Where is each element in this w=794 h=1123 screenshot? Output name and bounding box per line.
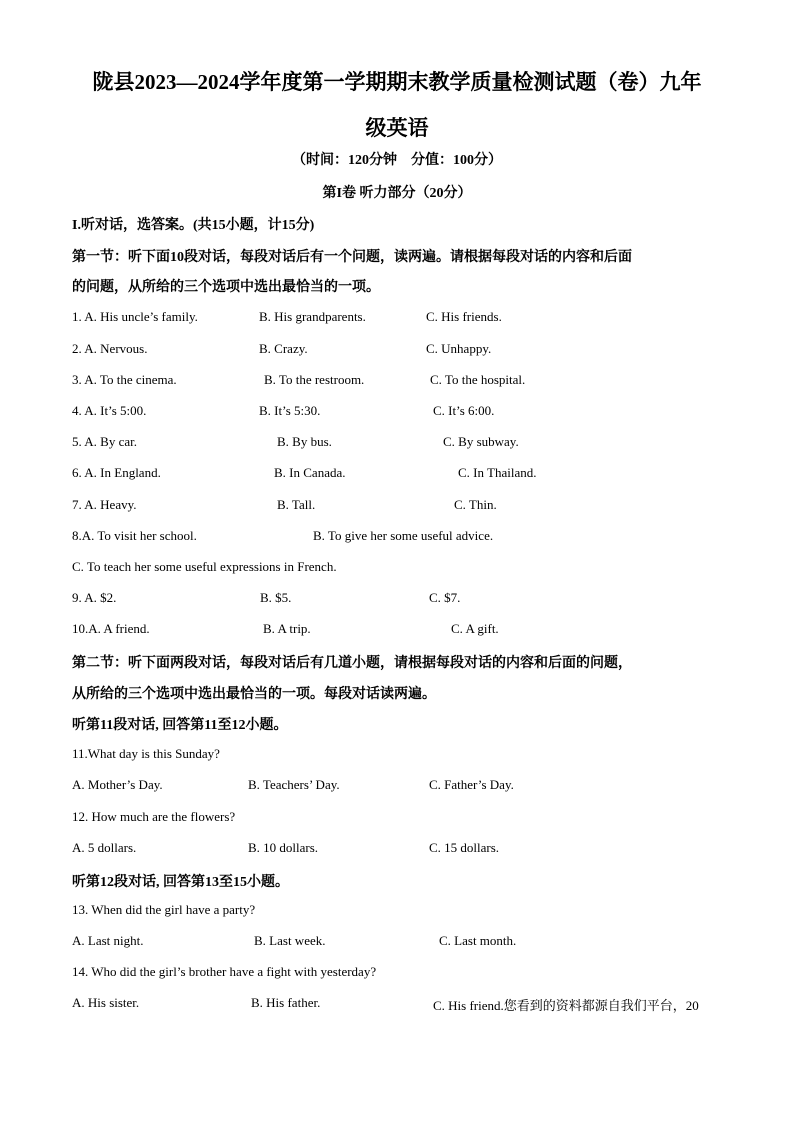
q14-option-a: A. His sister. bbox=[72, 995, 140, 1010]
q10-option-c: C. A gift. bbox=[451, 621, 499, 636]
q3-option-b: B. To the restroom. bbox=[264, 372, 365, 387]
part1-heading: I.听对话，选答案。(共15小题，计15分) bbox=[72, 218, 315, 233]
q4-option-c: C. It’s 6:00. bbox=[433, 403, 495, 418]
q9-option-a: 9. A. $2. bbox=[72, 590, 117, 605]
q1-option-b: B. His grandparents. bbox=[259, 309, 366, 324]
q4-option-a: 4. A. It’s 5:00. bbox=[72, 403, 147, 418]
q3-option-c: C. To the hospital. bbox=[430, 372, 526, 387]
q2-option-b: B. Crazy. bbox=[259, 341, 308, 356]
q9-option-b: B. $5. bbox=[260, 590, 292, 605]
q11-option-c: C. Father’s Day. bbox=[429, 777, 514, 792]
q7-option-a: 7. A. Heavy. bbox=[72, 497, 137, 512]
q2-option-a: 2. A. Nervous. bbox=[72, 341, 148, 356]
page-title-line2: 级英语 bbox=[365, 116, 429, 140]
q11-option-a: A. Mother’s Day. bbox=[72, 777, 163, 792]
q4-option-b: B. It’s 5:30. bbox=[259, 403, 321, 418]
q6-option-a: 6. A. In England. bbox=[72, 465, 161, 480]
q2-option-c: C. Unhappy. bbox=[426, 341, 492, 356]
q1-option-c: C. His friends. bbox=[426, 309, 502, 324]
q12-option-c: C. 15 dollars. bbox=[429, 840, 500, 855]
q9-option-c: C. $7. bbox=[429, 590, 461, 605]
q13-option-c: C. Last month. bbox=[439, 933, 517, 948]
q13-option-b: B. Last week. bbox=[254, 933, 326, 948]
q7-option-c: C. Thin. bbox=[454, 497, 497, 512]
section2-instruction-1: 第二节：听下面两段对话，每段对话后有几道小题，请根据每段对话的内容和后面的问题， bbox=[72, 656, 632, 671]
q14-stem: 14. Who did the girl’s brother have a fight with yesterday? bbox=[72, 964, 377, 979]
q12-option-b: B. 10 dollars. bbox=[248, 840, 319, 855]
q6-option-b: B. In Canada. bbox=[274, 465, 346, 480]
section2-instruction-2: 从所给的三个选项中选出最恰当的一项。每段对话读两遍。 bbox=[72, 687, 436, 702]
q5-option-c: C. By subway. bbox=[443, 434, 519, 449]
q12-stem: 12. How much are the flowers? bbox=[72, 809, 236, 824]
q12-option-a: A. 5 dollars. bbox=[72, 840, 137, 855]
section-title: 第I卷 听力部分（20分） bbox=[322, 186, 472, 201]
q5-option-b: B. By bus. bbox=[277, 434, 332, 449]
q11-stem: 11.What day is this Sunday? bbox=[72, 746, 220, 761]
section1-instruction-2: 的问题，从所给的三个选项中选出最恰当的一项。 bbox=[72, 280, 380, 295]
q11-option-b: B. Teachers’ Day. bbox=[248, 777, 340, 792]
section1-instruction-1: 第一节：听下面10段对话，每段对话后有一个问题，读两遍。请根据每段对话的内容和后面 bbox=[72, 250, 632, 265]
q10-option-a: 10.A. A friend. bbox=[72, 621, 150, 636]
q14-option-b: B. His father. bbox=[251, 995, 321, 1010]
q14-option-c: C. His friend.您看到的资料都源自我们平台，20 bbox=[433, 998, 699, 1013]
dialog11-heading: 听第11段对话, 回答第11至12小题。 bbox=[72, 718, 288, 733]
page-title-line1: 陇县2023—2024学年度第一学期期末教学质量检测试题（卷）九年 bbox=[92, 70, 702, 94]
q3-option-a: 3. A. To the cinema. bbox=[72, 372, 177, 387]
q5-option-a: 5. A. By car. bbox=[72, 434, 137, 449]
q6-option-c: C. In Thailand. bbox=[458, 465, 537, 480]
q1-option-a: 1. A. His uncle’s family. bbox=[72, 309, 198, 324]
dialog12-heading: 听第12段对话, 回答第13至15小题。 bbox=[72, 875, 289, 890]
q10-option-b: B. A trip. bbox=[263, 621, 311, 636]
q8-option-c: C. To teach her some useful expressions in French. bbox=[72, 559, 337, 574]
q8-option-a: 8.A. To visit her school. bbox=[72, 528, 197, 543]
q7-option-b: B. Tall. bbox=[277, 497, 316, 512]
exam-info: （时间：120分钟 分值：100分） bbox=[292, 153, 502, 168]
q13-option-a: A. Last night. bbox=[72, 933, 144, 948]
q13-stem: 13. When did the girl have a party? bbox=[72, 902, 256, 917]
q8-option-b: B. To give her some useful advice. bbox=[313, 528, 494, 543]
